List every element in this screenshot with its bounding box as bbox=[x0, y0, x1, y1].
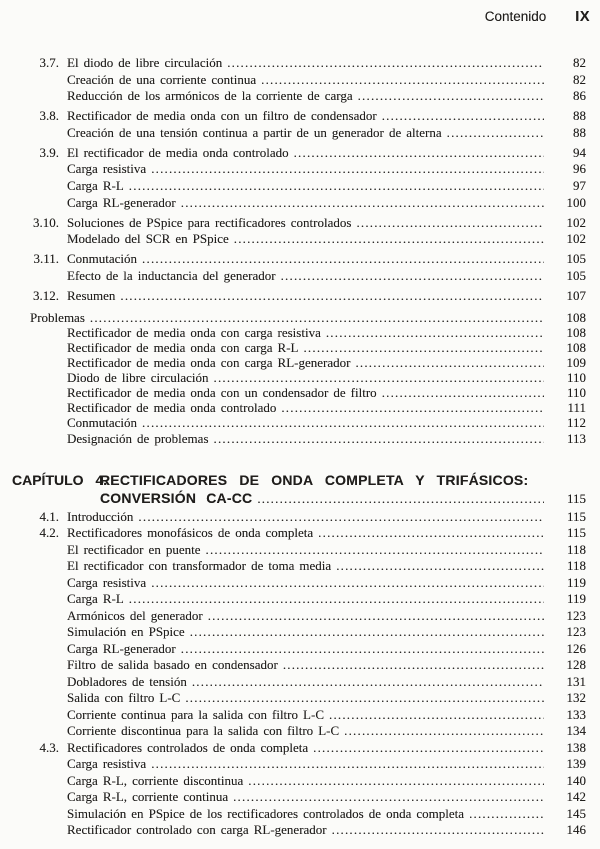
running-header bbox=[12, 10, 590, 24]
toc-entry-title: Soluciones de PSpice para rectificadores controlados bbox=[67, 214, 352, 230]
toc-page-number: 123 bbox=[566, 607, 586, 623]
toc-entry-title: El rectificador de media onda controlado bbox=[67, 144, 289, 160]
dot-leader bbox=[281, 268, 544, 285]
toc-page-number: 139 bbox=[566, 756, 586, 772]
dot-leader bbox=[142, 251, 544, 268]
toc-section-number: 3.7. bbox=[39, 55, 59, 70]
toc-page-number: 131 bbox=[566, 673, 586, 689]
dot-leader bbox=[214, 431, 544, 446]
toc-entry-title: Modelado del SCR en PSpice bbox=[67, 231, 229, 247]
toc-entry-title: Corriente continua para la salida con filtro L-C bbox=[67, 706, 324, 722]
dot-leader bbox=[151, 756, 544, 773]
toc-row bbox=[12, 88, 586, 105]
toc-row bbox=[12, 145, 586, 162]
toc-page-number: 119 bbox=[566, 591, 586, 607]
chapter4-heading-line1 bbox=[12, 471, 586, 489]
toc-row bbox=[12, 657, 586, 674]
toc-row bbox=[12, 608, 586, 625]
dot-leader bbox=[257, 490, 544, 508]
dot-leader bbox=[181, 195, 544, 212]
toc-row bbox=[12, 740, 586, 757]
toc-page-number: 111 bbox=[567, 400, 586, 416]
page-number: IX bbox=[575, 9, 590, 25]
toc-page-number: 96 bbox=[573, 161, 586, 177]
toc-page-number: 86 bbox=[573, 88, 586, 104]
dot-leader bbox=[120, 288, 544, 305]
dot-leader bbox=[355, 355, 544, 370]
toc-entry-title: Carga R-L, corriente continua bbox=[67, 789, 229, 805]
toc-page-number: 145 bbox=[566, 805, 586, 821]
toc-entry-title: Creación de una corriente continua bbox=[67, 71, 257, 87]
toc-page-number: 108 bbox=[566, 309, 586, 325]
toc-page-number: 100 bbox=[566, 194, 586, 210]
toc-page-number: 88 bbox=[573, 124, 586, 140]
toc-page-number: 107 bbox=[566, 287, 586, 303]
toc-page-number: 115 bbox=[566, 508, 586, 524]
chapter-label: CAPÍTULO 4. bbox=[12, 472, 108, 489]
toc-row bbox=[12, 641, 586, 658]
dot-leader bbox=[90, 310, 544, 325]
toc-problems-entries bbox=[12, 310, 586, 446]
toc-entry-title: Carga R-L bbox=[67, 177, 124, 193]
dot-leader bbox=[332, 822, 544, 839]
toc-page-number: 112 bbox=[566, 415, 586, 431]
toc-row bbox=[12, 161, 586, 178]
toc-entry-title: Carga RL-generador bbox=[67, 194, 176, 210]
toc-row bbox=[12, 558, 586, 575]
toc-section-number: 3.10. bbox=[33, 214, 59, 230]
toc-row bbox=[12, 55, 586, 72]
dot-leader bbox=[318, 525, 544, 542]
toc-row bbox=[12, 591, 586, 608]
dot-leader bbox=[185, 690, 544, 707]
toc-row bbox=[12, 195, 586, 212]
dot-leader bbox=[208, 608, 544, 625]
toc-row bbox=[12, 288, 586, 305]
running-title: Contenido bbox=[484, 9, 547, 24]
toc-section-number: 4.3. bbox=[39, 739, 59, 755]
toc-entry-title: Carga R-L, corriente discontinua bbox=[67, 772, 244, 788]
toc-row bbox=[12, 431, 586, 446]
toc-row bbox=[12, 756, 586, 773]
toc-page-number: 142 bbox=[566, 789, 586, 805]
toc-entry-title: Rectificador de media onda con carga RL-generador bbox=[67, 355, 351, 371]
toc-row bbox=[12, 789, 586, 806]
dot-leader bbox=[192, 674, 544, 691]
toc-page-number: 108 bbox=[566, 324, 586, 340]
toc-page-number: 138 bbox=[566, 739, 586, 755]
dot-leader bbox=[227, 55, 544, 72]
toc-entry-title: Filtro de salida basado en condensador bbox=[67, 657, 278, 673]
toc-entry-title: El rectificador con transformador de toma media bbox=[67, 558, 332, 574]
toc-entry-title: Carga resistiva bbox=[67, 161, 147, 177]
toc-entry-title: Corriente discontinua para la salida con filtro L-C bbox=[67, 723, 340, 739]
dot-leader bbox=[358, 88, 544, 105]
toc-page-number: 128 bbox=[566, 657, 586, 673]
dot-leader bbox=[248, 773, 544, 790]
dot-leader bbox=[151, 161, 544, 178]
toc-page-number: 94 bbox=[573, 144, 586, 160]
dot-leader bbox=[234, 231, 544, 248]
toc-entry-title: Salida con filtro L-C bbox=[67, 690, 181, 706]
toc-row bbox=[12, 108, 586, 125]
toc-section-number: 3.11. bbox=[33, 251, 59, 267]
toc-row bbox=[12, 400, 586, 415]
toc-section-number: 3.8. bbox=[39, 108, 59, 124]
toc-page-number: 123 bbox=[566, 624, 586, 640]
toc-row bbox=[12, 707, 586, 724]
dot-leader bbox=[261, 72, 544, 89]
toc-entry-title: Reducción de los armónicos de la corriente de carga bbox=[67, 88, 353, 104]
dot-leader bbox=[326, 325, 544, 340]
dot-leader bbox=[382, 108, 544, 125]
toc-page-number: 102 bbox=[566, 214, 586, 230]
dot-leader bbox=[336, 558, 544, 575]
dot-leader bbox=[206, 542, 544, 559]
toc-row bbox=[12, 509, 586, 526]
toc-page-number: 88 bbox=[573, 108, 586, 124]
toc-page-number: 140 bbox=[566, 772, 586, 788]
toc-section-number: 3.9. bbox=[39, 144, 59, 160]
toc-page-number: 113 bbox=[566, 430, 586, 446]
toc-entry-title: Carga R-L bbox=[67, 591, 124, 607]
dot-leader bbox=[329, 707, 544, 724]
toc-entry-title: Rectificadores controlados de onda completa bbox=[67, 739, 309, 755]
toc-row bbox=[12, 178, 586, 195]
toc-entry-title: Conmutación bbox=[67, 415, 138, 431]
toc-page-number: 102 bbox=[566, 231, 586, 247]
toc-chapter3-entries bbox=[12, 55, 586, 304]
toc-entry-title: Efecto de la inductancia del generador bbox=[67, 267, 276, 283]
toc-entry-title: Rectificador de media onda con un condensador de filtro bbox=[67, 385, 377, 401]
chapter4-heading bbox=[12, 471, 586, 507]
dot-leader bbox=[283, 657, 544, 674]
toc-page-number: 118 bbox=[566, 558, 586, 574]
toc-page-number: 132 bbox=[566, 690, 586, 706]
toc-row bbox=[12, 215, 586, 232]
dot-leader bbox=[142, 415, 544, 430]
toc-entry-title: Carga resistiva bbox=[67, 756, 147, 772]
dot-leader bbox=[356, 215, 544, 232]
toc-entry-title: Rectificador de media onda con un filtro de condensador bbox=[67, 108, 377, 124]
chapter-title-line2: CONVERSIÓN CA-CC bbox=[100, 490, 253, 507]
toc-entry-title: Problemas bbox=[30, 309, 85, 325]
table-of-contents bbox=[12, 55, 586, 839]
toc-entry-title: Rectificador controlado con carga RL-generador bbox=[67, 822, 327, 838]
toc-entry-title: Designación de problemas bbox=[67, 430, 209, 446]
toc-row bbox=[12, 690, 586, 707]
toc-entry-title: Diodo de libre circulación bbox=[67, 370, 209, 386]
toc-entry-title: Carga RL-generador bbox=[67, 640, 176, 656]
dot-leader bbox=[313, 740, 544, 757]
toc-row bbox=[12, 251, 586, 268]
toc-page-number: 105 bbox=[566, 267, 586, 283]
toc-page-number: 146 bbox=[566, 822, 586, 838]
dot-leader bbox=[344, 723, 544, 740]
toc-row bbox=[12, 268, 586, 285]
toc-row bbox=[12, 72, 586, 89]
toc-row bbox=[12, 723, 586, 740]
toc-row bbox=[12, 325, 586, 340]
toc-page-number: 82 bbox=[573, 71, 586, 87]
toc-entry-title: Rectificador de media onda controlado bbox=[67, 400, 277, 416]
toc-page-number: 82 bbox=[573, 55, 586, 70]
toc-row bbox=[12, 340, 586, 355]
dot-leader bbox=[469, 806, 544, 823]
dot-leader bbox=[214, 370, 545, 385]
toc-section-number: 4.2. bbox=[39, 525, 59, 541]
toc-row bbox=[12, 231, 586, 248]
toc-entry-title: Carga resistiva bbox=[67, 574, 147, 590]
chapter4-heading-line2 bbox=[12, 489, 586, 507]
toc-row bbox=[12, 355, 586, 370]
toc-page-number: 109 bbox=[566, 355, 586, 371]
dot-leader bbox=[138, 509, 544, 526]
dot-leader bbox=[382, 385, 544, 400]
dot-leader bbox=[294, 145, 544, 162]
dot-leader bbox=[181, 641, 544, 658]
toc-row bbox=[12, 385, 586, 400]
toc-row bbox=[12, 415, 586, 430]
toc-row bbox=[12, 575, 586, 592]
toc-page-number: 110 bbox=[566, 385, 586, 401]
dot-leader bbox=[447, 125, 544, 142]
toc-section-number: 3.12. bbox=[33, 287, 59, 303]
toc-page-number: 108 bbox=[566, 339, 586, 355]
toc-page-number: 97 bbox=[573, 177, 586, 193]
chapter-title-line1: RECTIFICADORES DE ONDA COMPLETA Y TRIFÁSICOS: bbox=[100, 472, 529, 489]
toc-entry-title: Simulación en PSpice bbox=[67, 624, 185, 640]
dot-leader bbox=[129, 178, 544, 195]
toc-page-number: 133 bbox=[566, 706, 586, 722]
toc-page-number: 115 bbox=[566, 525, 586, 541]
toc-row bbox=[12, 806, 586, 823]
toc-entry-title: Conmutación bbox=[67, 251, 138, 267]
dot-leader bbox=[151, 575, 544, 592]
dot-leader bbox=[303, 340, 544, 355]
dot-leader bbox=[281, 400, 544, 415]
toc-section-number: 4.1. bbox=[39, 508, 59, 524]
toc-page-number: 105 bbox=[566, 251, 586, 267]
dot-leader bbox=[190, 624, 544, 641]
toc-entry-title: Rectificadores monofásicos de onda completa bbox=[67, 525, 314, 541]
toc-page-number: 126 bbox=[566, 640, 586, 656]
toc-entry-title: Resumen bbox=[67, 287, 116, 303]
toc-chapter4-entries bbox=[12, 509, 586, 839]
toc-entry-title: Introducción bbox=[67, 508, 134, 524]
dot-leader bbox=[233, 789, 544, 806]
toc-page-number: 110 bbox=[566, 370, 586, 386]
toc-entry-title: Rectificador de media onda con carga R-L bbox=[67, 339, 299, 355]
toc-entry-title: Armónicos del generador bbox=[67, 607, 203, 623]
toc-row bbox=[12, 674, 586, 691]
toc-row bbox=[12, 525, 586, 542]
toc-row bbox=[12, 624, 586, 641]
toc-page-number: 115 bbox=[566, 491, 586, 507]
toc-entry-title: Simulación en PSpice de los rectificadores controlados de onda completa bbox=[67, 805, 465, 821]
toc-page-number: 119 bbox=[566, 574, 586, 590]
toc-entry-title: Creación de una tensión continua a partir de un generador de alterna bbox=[67, 124, 442, 140]
toc-row bbox=[12, 773, 586, 790]
toc-row bbox=[12, 310, 586, 325]
toc-entry-title: Dobladores de tensión bbox=[67, 673, 187, 689]
toc-row bbox=[12, 370, 586, 385]
toc-entry-title: El rectificador en puente bbox=[67, 541, 201, 557]
toc-entry-title: Rectificador de media onda con carga resistiva bbox=[67, 324, 321, 340]
toc-entry-title: El diodo de libre circulación bbox=[67, 55, 223, 70]
toc-row bbox=[12, 822, 586, 839]
dot-leader bbox=[129, 591, 544, 608]
toc-page-number: 118 bbox=[566, 541, 586, 557]
toc-row bbox=[12, 542, 586, 559]
toc-page-number: 134 bbox=[566, 723, 586, 739]
toc-row bbox=[12, 125, 586, 142]
